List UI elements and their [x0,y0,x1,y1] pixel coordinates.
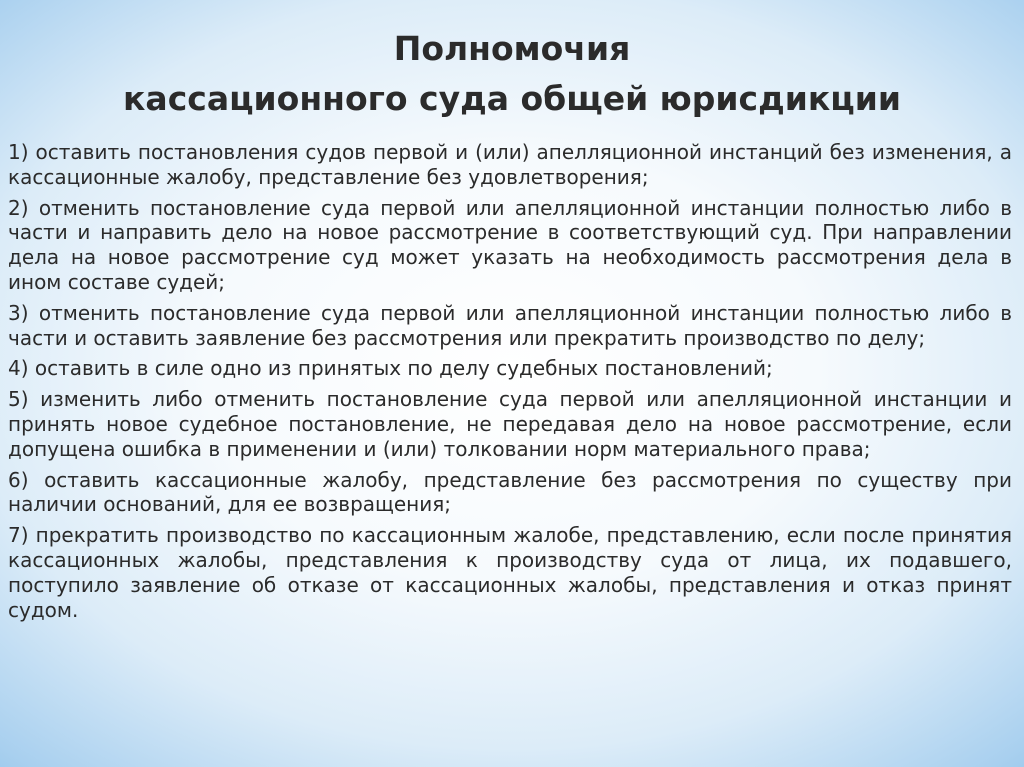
powers-list [8,140,1012,628]
power-item-6: 6) оставить кассационные жалобу, представление без рассмотрения по существу при наличии оснований, для ее возвращения; [8,467,1012,517]
slide-title [0,24,1024,124]
power-item-3: 3) отменить постановление суда первой или апелляционной инстанции полностью либо в части и оставить заявление без рассмотрения или прекратить производство по делу; [8,300,1012,350]
title-line-2: кассационного суда общей юрисдикции [123,79,901,118]
power-item-4: 4) оставить в силе одно из принятых по делу судебных постановлений; [8,356,773,381]
power-item-5: 5) изменить либо отменить постановление суда первой или апелляционной инстанции и принять новое судебное постановление, не передавая дело на новое рассмотрение, если допущена ошибка в применении и (или) толковании норм материального права; [8,387,1012,461]
power-item-1: 1) оставить постановления судов первой и (или) апелляционной инстанций без изменения, а кассационные жалобу, представление без удовлетворения; [8,140,1012,189]
title-line-1: Полномочия [393,29,631,68]
power-item-7: 7) прекратить производство по кассационным жалобе, представлению, если после принятия кассационных жалобы, представления к производству суда от лица, их подавшего, поступило заявление об отказе от кассационных жалобы, представления и отказ принят судом. [8,523,1012,622]
power-item-2: 2) отменить постановление суда первой или апелляционной инстанции полностью либо в части и направить дело на новое рассмотрение в соответствующий суд. При направлении дела на новое рассмотрение суд может указать на необходимость рассмотрения дела в ином составе судей; [8,195,1012,294]
